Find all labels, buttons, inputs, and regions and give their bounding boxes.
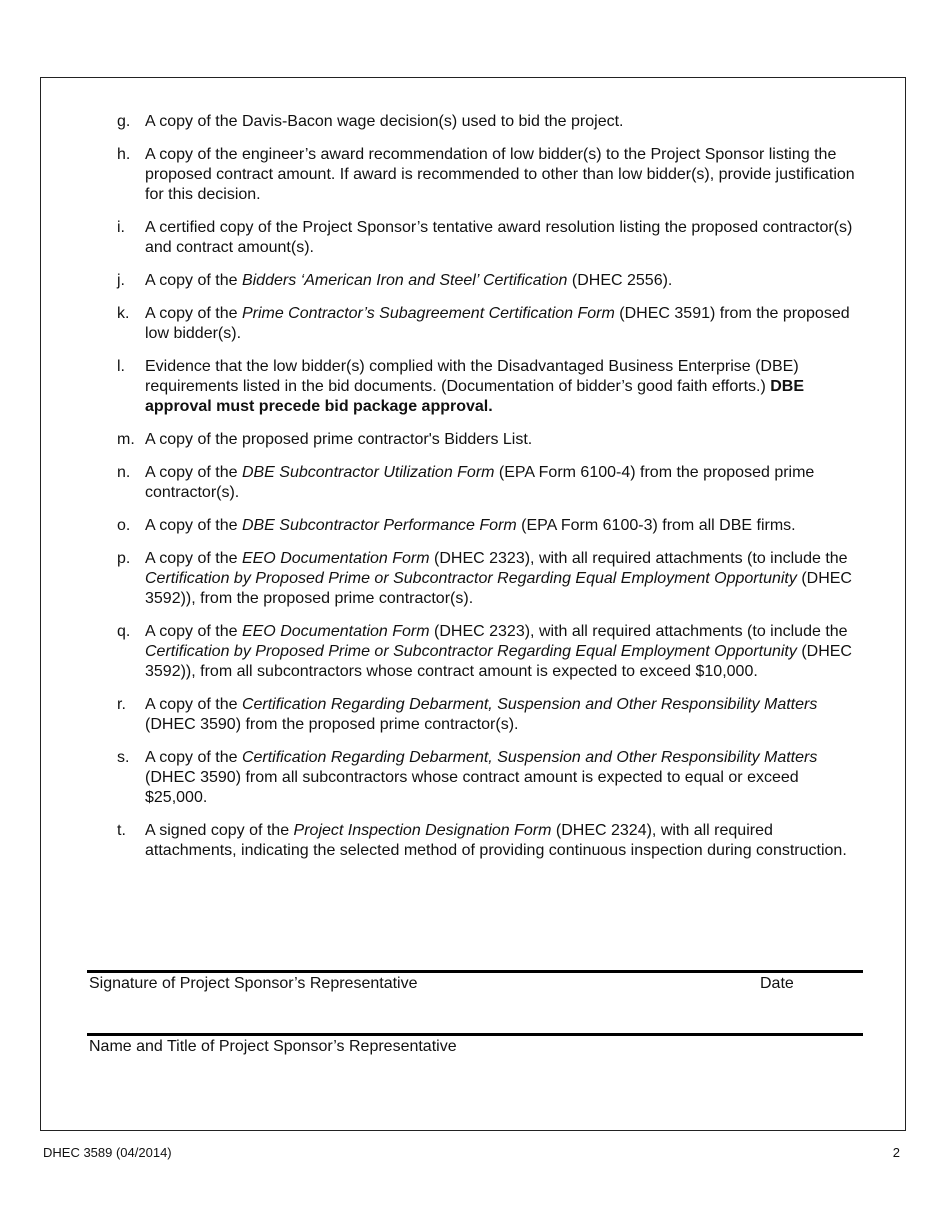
item-text <box>145 357 862 417</box>
item-letter: s. <box>117 749 130 766</box>
item-letter: k. <box>117 305 130 322</box>
item-text <box>145 549 862 609</box>
item-text-part: A copy of the <box>145 305 242 322</box>
item-text <box>145 695 862 735</box>
item-letter: l. <box>117 358 125 375</box>
item-text-part: A copy of the <box>145 464 242 481</box>
item-text-part: A copy of the Davis-Bacon wage decision(s) used to bid the project. <box>145 113 624 130</box>
item-text-part: (EPA Form 6100-4) from the proposed prime contractor(s). <box>145 464 815 501</box>
item-text-part: (DHEC 2324), with all required attachments, indicating the selected method of providing continuous inspection during construction. <box>145 822 847 859</box>
form-title: DBE Subcontractor Performance Form <box>241 517 517 534</box>
item-text-part: A copy of the <box>145 272 242 289</box>
list-item <box>117 695 862 735</box>
item-letter: n. <box>117 464 131 481</box>
list-item <box>117 463 862 503</box>
item-text-part: A signed copy of the <box>145 822 294 839</box>
list-item <box>117 622 862 682</box>
form-id: DHEC 3589 (04/2014) <box>43 1145 172 1160</box>
item-text <box>145 430 862 450</box>
form-title: Certification Regarding Debarment, Suspension and Other Responsibility Matters <box>241 749 818 766</box>
date-label: Date <box>760 975 794 992</box>
name-title-label: Name and Title of Project Sponsor’s Representative <box>89 1038 457 1055</box>
item-text <box>145 271 862 291</box>
item-text <box>145 304 862 344</box>
page-number: 2 <box>892 1145 900 1160</box>
item-text-part: (DHEC 3592)), from all subcontractors whose contract amount is expected to exceed $10,000. <box>145 643 852 680</box>
item-letter: g. <box>117 113 131 130</box>
item-letter: j. <box>117 272 125 289</box>
item-text-part: A copy of the engineer’s award recommendation of low bidder(s) to the Project Sponsor listing the proposed contract amount. If award is recommended to other than low bidder(s), provide justification for this decision. <box>145 146 855 203</box>
list-item <box>117 549 862 609</box>
item-letter: r. <box>117 696 126 713</box>
list-item <box>117 218 862 258</box>
item-text-part: A copy of the <box>145 749 242 766</box>
item-text <box>145 622 862 682</box>
item-text-part: Evidence that the low bidder(s) complied with the Disadvantaged Business Enterprise (DBE) requirements listed in the bid documents. (Documentation of bidder’s good faith efforts.) <box>145 358 799 395</box>
item-letter: h. <box>117 146 131 163</box>
name-title-line <box>87 1033 863 1036</box>
form-title: DBE Subcontractor Utilization Form <box>241 464 495 481</box>
item-text-part: A copy of the <box>145 517 242 534</box>
item-letter: t. <box>117 822 126 839</box>
form-title: EEO Documentation Form <box>241 623 430 640</box>
item-text-part: (EPA Form 6100-3) from all DBE firms. <box>516 517 796 534</box>
item-text <box>145 463 862 503</box>
item-text <box>145 218 862 258</box>
item-text-part: (DHEC 2323), with all required attachments (to include the <box>429 550 848 567</box>
list-item <box>117 112 862 132</box>
list-item <box>117 145 862 205</box>
list-item <box>117 271 862 291</box>
form-title: Bidders ‘American Iron and Steel’ Certification <box>241 272 568 289</box>
form-title: Prime Contractor’s Subagreement Certification Form <box>241 305 615 322</box>
list-item <box>117 430 862 450</box>
form-title: Certification by Proposed Prime or Subcontractor Regarding Equal Employment Opportunity <box>145 643 797 660</box>
item-text-part: (DHEC 2323), with all required attachments (to include the <box>429 623 848 640</box>
item-text-part: (DHEC 3591) from the proposed low bidder(s). <box>145 305 850 342</box>
list-item <box>117 304 862 344</box>
form-title: Certification by Proposed Prime or Subcontractor Regarding Equal Employment Opportunity <box>145 570 797 587</box>
item-text-part: (DHEC 3590) from all subcontractors whose contract amount is expected to equal or exceed $25,000. <box>145 769 799 806</box>
item-letter: m. <box>117 431 135 448</box>
list-item <box>117 516 862 536</box>
emphasis-text: DBE approval must precede bid package approval. <box>145 378 805 415</box>
form-title: Project Inspection Designation Form <box>293 822 552 839</box>
item-letter: q. <box>117 623 131 640</box>
list-item <box>117 748 862 808</box>
item-text-part: (DHEC 3592)), from the proposed prime contractor(s). <box>145 570 852 607</box>
item-text-part: (DHEC 3590) from the proposed prime contractor(s). <box>145 716 519 733</box>
item-text-part: (DHEC 2556). <box>567 272 673 289</box>
item-text <box>145 145 862 205</box>
signature-line <box>87 970 863 973</box>
list-item <box>117 821 862 861</box>
item-text <box>145 112 862 132</box>
requirements-list <box>117 112 862 874</box>
item-text-part: A copy of the <box>145 550 242 567</box>
item-text <box>145 516 862 536</box>
item-text-part: A copy of the proposed prime contractor's Bidders List. <box>145 431 533 448</box>
item-letter: i. <box>117 219 125 236</box>
item-text <box>145 821 862 861</box>
item-letter: p. <box>117 550 131 567</box>
form-title: EEO Documentation Form <box>241 550 430 567</box>
form-title: Certification Regarding Debarment, Suspension and Other Responsibility Matters <box>241 696 818 713</box>
item-text-part: A copy of the <box>145 696 242 713</box>
item-text <box>145 748 862 808</box>
item-letter: o. <box>117 517 131 534</box>
list-item <box>117 357 862 417</box>
signature-label: Signature of Project Sponsor’s Representative <box>89 975 418 992</box>
item-text-part: A copy of the <box>145 623 242 640</box>
item-text-part: A certified copy of the Project Sponsor’s tentative award resolution listing the proposed contractor(s) and contract amount(s). <box>145 219 853 256</box>
